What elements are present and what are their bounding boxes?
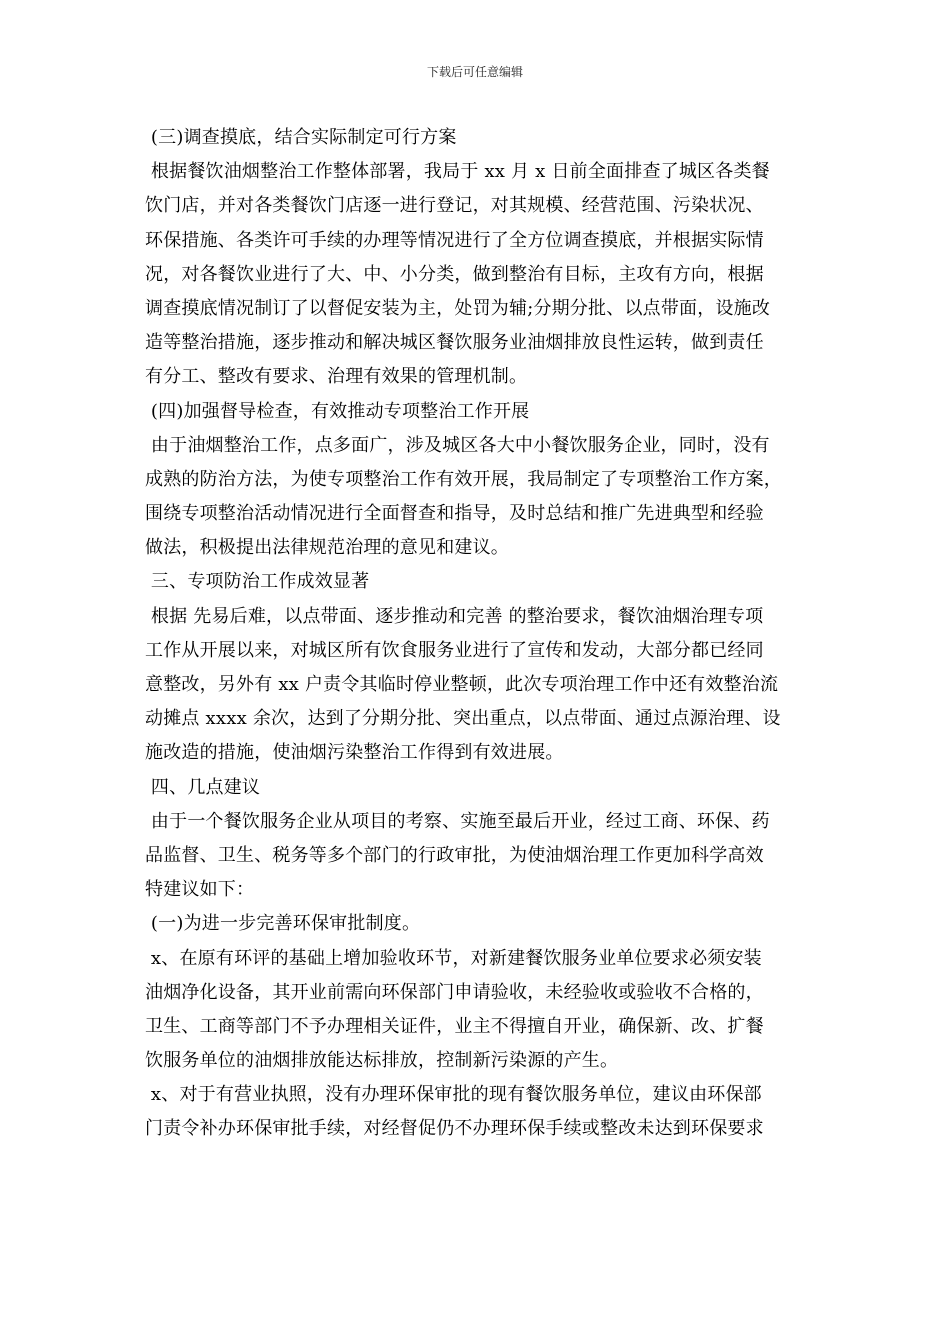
text-line: (一)为进一步完善环保审批制度。 <box>145 913 421 935</box>
text-line: 环保措施、各类许可手续的办理等情况进行了全方位调查摸底，并根据实际情 <box>145 229 764 251</box>
text-line: 动摊点 xxxx 余次，达到了分期分批、突出重点，以点带面、通过点源治理、设 <box>145 708 781 730</box>
text-line: 由于一个餐饮服务企业从项目的考察、实施至最后开业，经过工商、环保、药 <box>145 810 770 832</box>
header-note: 下载后可任意编辑 <box>426 65 523 79</box>
text-line: 调查摸底情况制订了以督促安装为主，处罚为辅;分期分批、以点带面，设施改 <box>145 297 771 319</box>
text-line: 饮门店，并对各类餐饮门店逐一进行登记，对其规模、经营范围、污染状况、 <box>145 195 764 217</box>
text-line: 有分工、整改有要求、治理有效果的管理机制。 <box>145 366 528 388</box>
text-line: x、在原有环评的基础上增加验收环节，对新建餐饮服务业单位要求必须安装 <box>145 947 762 969</box>
document-body <box>145 121 815 1147</box>
text-line: 饮服务单位的油烟排放能达标排放，控制新污染源的产生。 <box>145 1050 619 1072</box>
text-line: 由于油烟整治工作，点多面广，涉及城区各大中小餐饮服务企业，同时，没有 <box>145 434 770 456</box>
text-line: 卫生、工商等部门不予办理相关证件，业主不得擅自开业，确保新、改、扩餐 <box>145 1015 764 1037</box>
text-line: 施改造的措施，使油烟污染整治工作得到有效进展。 <box>145 742 564 764</box>
text-line: 四、几点建议 <box>145 776 261 798</box>
text-line: 特建议如下： <box>145 879 255 901</box>
text-line: 做法，积极提出法律规范治理的意见和建议。 <box>145 537 509 559</box>
text-line: 品监督、卫生、税务等多个部门的行政审批，为使油烟治理工作更加科学高效 <box>145 844 764 866</box>
text-line: 围绕专项整治活动情况进行全面督查和指导，及时总结和推广先进典型和经验 <box>145 503 764 525</box>
text-line: 根据餐饮油烟整治工作整体部署，我局于 xx 月 x 日前全面排查了城区各类餐 <box>145 161 770 183</box>
text-line: 造等整治措施，逐步推动和解决城区餐饮服务业油烟排放良性运转，做到责任 <box>145 332 764 354</box>
text-line: 意整改，另外有 xx 户责令其临时停业整顿，此次专项治理工作中还有效整治流 <box>145 674 779 695</box>
text-line: 成熟的防治方法，为使专项整治工作有效开展，我局制定了专项整治工作方案， <box>145 468 782 490</box>
text-line: 门责令补办环保审批手续，对经督促仍不办理环保手续或整改未达到环保要求 <box>145 1118 764 1140</box>
text-line: 油烟净化设备，其开业前需向环保部门申请验收，未经验收或验收不合格的， <box>145 981 764 1003</box>
text-line: 工作从开展以来，对城区所有饮食服务业进行了宣传和发动，大部分都已经同 <box>145 639 764 661</box>
text-line: 三、专项防治工作成效显著 <box>145 571 370 593</box>
text-line: 况，对各餐饮业进行了大、中、小分类，做到整治有目标，主攻有方向，根据 <box>145 263 764 285</box>
text-line: (三)调查摸底，结合实际制定可行方案 <box>145 127 457 148</box>
text-line: (四)加强督导检查，有效推动专项整治工作开展 <box>145 400 530 422</box>
text-line: 根据 先易后难，以点带面、逐步推动和完善 的整治要求，餐饮油烟治理专项 <box>145 605 764 627</box>
text-line: x、对于有营业执照，没有办理环保审批的现有餐饮服务单位，建议由环保部 <box>145 1084 762 1106</box>
